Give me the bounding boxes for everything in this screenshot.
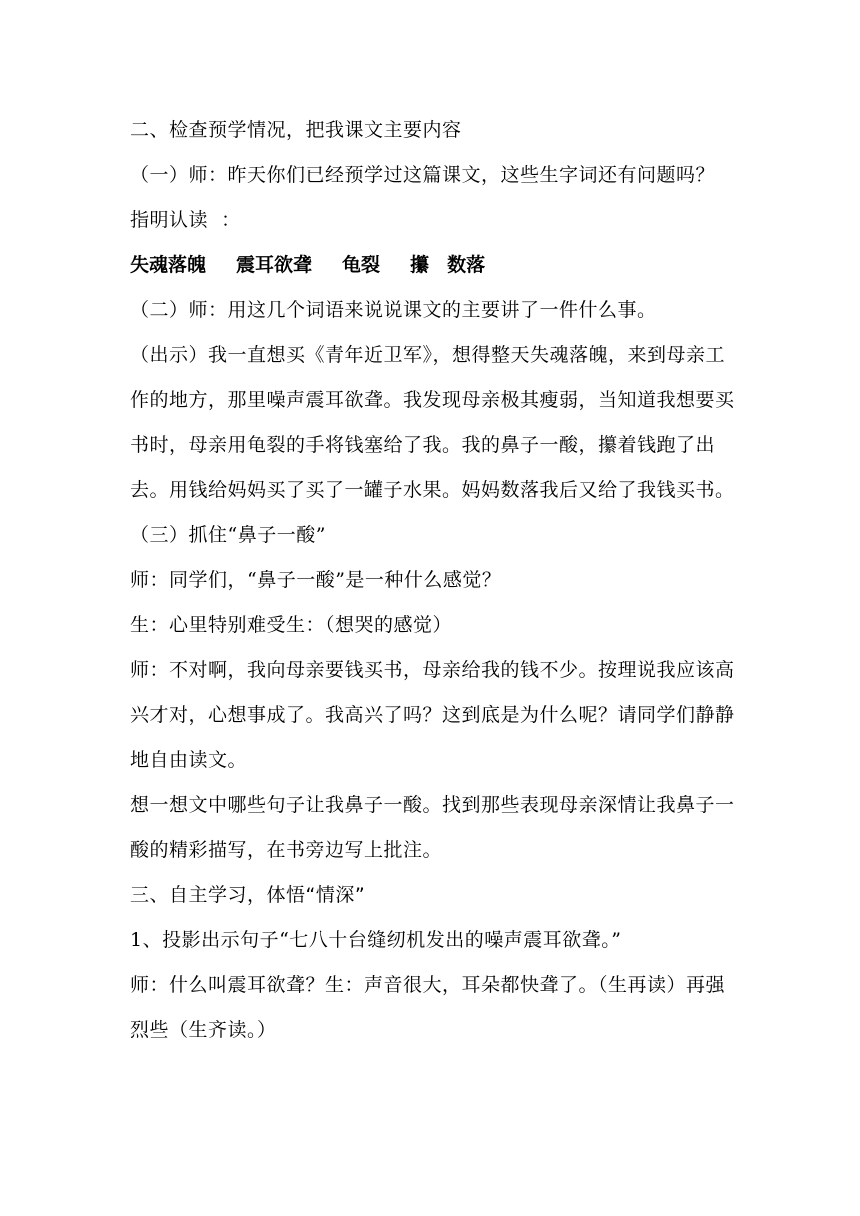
vocab-word: 攥	[410, 254, 430, 276]
student-answer: 生：心里特别难受生：（想哭的感觉）	[130, 614, 453, 636]
vocab-word: 数落	[447, 254, 486, 276]
document-body	[130, 108, 735, 1053]
section-2-heading: 二、检查预学情况，把我课文主要内容	[130, 119, 462, 141]
item-1: 1、投影出示句子“七八十台缝纫机发出的噪声震耳欲聋。”	[130, 929, 622, 951]
question-1: （一）师：昨天你们已经预学过这篇课文，这些生字词还有问题吗？	[130, 164, 716, 186]
question-2: （二）师：用这几个词语来说说课文的主要讲了一件什么事。	[130, 299, 657, 321]
vocab-word: 龟裂	[342, 254, 381, 276]
teacher-paragraph-3: 师：什么叫震耳欲聋？生：声音很大，耳朵都快聋了。（生再读）再强烈些（生齐读。）	[130, 974, 726, 1041]
vocabulary-list	[130, 243, 735, 288]
read-prompt: 指明认读 ：	[130, 209, 241, 231]
teacher-paragraph: 师：不对啊，我向母亲要钱买书，母亲给我的钱不少。按理说我应该高兴才对，心想事成了。我高兴了吗？这到底是为什么呢？请同学们静静地自由读文。	[130, 659, 735, 771]
teacher-question: 师：同学们，“鼻子一酸”是一种什么感觉？	[130, 569, 502, 591]
section-3-heading: 三、自主学习，体悟“情深”	[130, 884, 366, 906]
vocab-word: 失魂落魄	[130, 254, 207, 276]
vocab-word: 震耳欲聋	[236, 254, 313, 276]
think-paragraph: 想一想文中哪些句子让我鼻子一酸。找到那些表现母亲深情让我鼻子一酸的精彩描写，在书旁边写上批注。	[130, 794, 735, 861]
question-3: （三）抓住“鼻子一酸”	[130, 524, 326, 546]
summary-paragraph: （出示）我一直想买《青年近卫军》，想得整天失魂落魄，来到母亲工作的地方，那里噪声震耳欲聋。我发现母亲极其瘦弱，当知道我想要买书时，母亲用龟裂的手将钱塞给了我。我的鼻子一酸，攥着钱跑了出去。用钱给妈妈买了买了一罐子水果。妈妈数落我后又给了我钱买书。	[130, 344, 735, 501]
